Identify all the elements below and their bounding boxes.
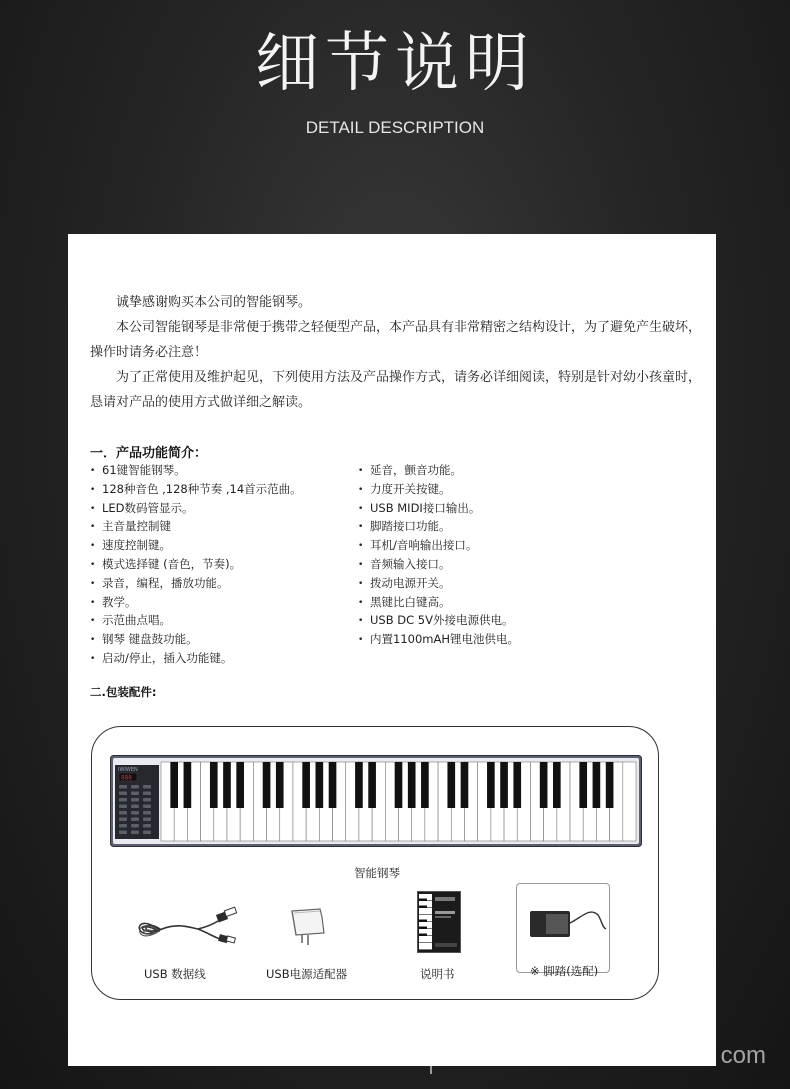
black-key [276,762,284,808]
feature-item: • 延音，颤音功能。 [358,462,519,481]
panel-button [119,805,127,809]
manual-white-key [419,908,432,914]
black-key [395,762,403,808]
black-key [606,762,614,808]
panel-button [143,785,151,789]
panel-button [143,805,151,809]
page-title: 细节说明 [255,27,535,101]
feature-item: • 脚踏接口功能。 [358,518,519,537]
black-key [447,762,455,808]
footer-watermark: com [720,1042,766,1069]
feature-item: • 速度控制键。 [90,537,302,556]
black-key [184,762,192,808]
pedal-label: ※ 脚踏(选配) [530,964,599,978]
black-key [329,762,337,808]
panel-button [131,805,139,809]
panel-button [143,792,151,796]
feature-item: • 61键智能钢琴。 [90,462,302,481]
features-list-right [358,462,519,650]
panel-button [131,811,139,815]
feature-item: • LED数码管显示。 [90,500,302,519]
usb-cable-label: USB 数据线 [144,967,206,981]
panel-button [131,818,139,822]
manual-label: 说明书 [420,967,455,981]
feature-item: • 128种音色 ,128种节奏 ,14首示范曲。 [90,481,302,500]
feature-item: • 力度开关按键。 [358,481,519,500]
panel-button [119,831,127,835]
pedal-image [528,903,612,945]
black-key [579,762,587,808]
page-subtitle: DETAIL DESCRIPTION [305,118,485,137]
black-key [421,762,429,808]
feature-item: • 内置1100mAH锂电池供电。 [358,631,519,650]
package-contents-box [91,726,659,1000]
description-card [68,234,716,1066]
feature-item: • 主音量控制键 [90,518,302,537]
panel-button [131,798,139,802]
feature-item: • 拨动电源开关。 [358,575,519,594]
feature-item: • 示范曲点唱。 [90,612,302,631]
black-key [593,762,601,808]
intro-paragraph: 诚挚感谢购买本公司的智能钢琴。 [116,295,312,310]
panel-button [131,831,139,835]
feature-item: • 音频输入接口。 [358,556,519,575]
manual-white-key [419,943,432,949]
led-readout: 888 [121,774,132,782]
power-adapter-label: USB电源适配器 [266,967,348,981]
features-list-left [90,462,302,669]
manual-image [417,891,461,953]
black-key [263,762,271,808]
black-key [316,762,324,808]
black-key [513,762,521,808]
feature-item: • 耳机/音响输出接口。 [358,537,519,556]
feature-item: • 启动/停止，插入功能键。 [90,650,302,669]
power-adapter-image [288,905,330,953]
black-key [553,762,561,808]
panel-button [143,798,151,802]
feature-item: • USB DC 5V外接电源供电。 [358,612,519,631]
panel-button [119,792,127,796]
piano-label: 智能钢琴 [354,866,400,880]
panel-button [131,785,139,789]
black-key [540,762,548,808]
intro-paragraph: 本公司智能钢琴是非常便于携带之轻便型产品，本产品具有非常精密之结构设计，为了避免产生破坏，操作时请务必注意！ [90,320,702,360]
black-key [487,762,495,808]
intro-paragraph: 为了正常使用及维护起见，下列使用方法及产品操作方式，请务必详细阅读，特别是针对幼小孩童时，恳请对产品的使用方式做详细之解读。 [90,370,702,410]
piano-keyboard-image [110,755,642,847]
panel-button [143,811,151,815]
panel-button [143,831,151,835]
black-key [302,762,310,808]
feature-item: • USB MIDI接口输出。 [358,500,519,519]
black-key [408,762,416,808]
panel-button [119,785,127,789]
panel-button [119,798,127,802]
black-key [170,762,178,808]
feature-item: • 录音，编程，播放功能。 [90,575,302,594]
intro-text [90,290,702,415]
panel-button [131,824,139,828]
panel-button [143,818,151,822]
black-key [461,762,469,808]
black-key [236,762,244,808]
black-key [210,762,218,808]
feature-item: • 模式选择键 (音色，节奏)。 [90,556,302,575]
panel-button [143,824,151,828]
white-key [623,762,636,841]
usb-cable-image [128,901,240,957]
panel-button [119,811,127,815]
panel-button [131,792,139,796]
black-key [223,762,231,808]
package-heading: 二.包装配件: [90,685,157,699]
brand-logo: IWIWEN [118,767,138,773]
black-key [500,762,508,808]
feature-item: • 黑键比白键高。 [358,594,519,613]
black-key [355,762,363,808]
panel-button [119,824,127,828]
manual-white-key [419,936,432,942]
black-key [368,762,376,808]
feature-item: • 教学。 [90,594,302,613]
footer-mark [430,1066,432,1074]
features-heading: 一．产品功能简介： [90,446,208,461]
panel-button [119,818,127,822]
feature-item: • 钢琴 键盘鼓功能。 [90,631,302,650]
